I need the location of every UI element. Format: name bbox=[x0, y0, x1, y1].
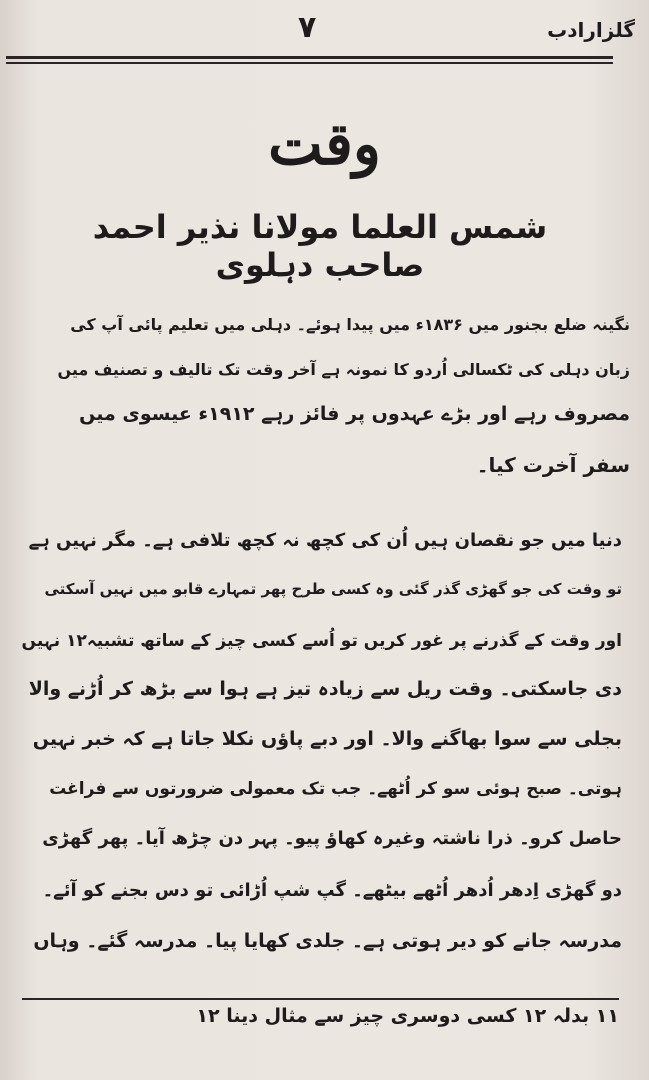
body-line: دو گھڑی اِدھر اُدھر اُٹھے بیٹھے۔ گپ شپ اُڑائی تو دس بجنے کو آئے۔ bbox=[42, 880, 622, 901]
bio-line: مصروف رہے اور بڑے عہدوں پر فائز رہے ۱۹۱۲ء عیسوی میں bbox=[79, 403, 630, 425]
body-line: ہوتی۔ صبح ہوئی سو کر اُٹھے۔ جب تک معمولی ضرورتوں سے فراغت bbox=[49, 779, 622, 799]
header-rule-thick bbox=[6, 56, 613, 59]
body-line: اور وقت کے گذرنے پر غور کریں تو اُسے کسی چیز کے ساتھ تشبیہ۱۲ نہیں bbox=[21, 631, 622, 651]
page-number: ۷ bbox=[298, 10, 317, 45]
footnote-rule bbox=[22, 998, 619, 1000]
body-line: تو وقت کی جو گھڑی گذر گئی وہ کسی طرح پھر تمہارے قابو میں نہیں آسکتی bbox=[44, 580, 622, 598]
footnote: ۱۱ بدلہ ۱۲ کسی دوسری چیز سے مثال دینا ۱۲ bbox=[196, 1005, 619, 1027]
bio-line: زبان دہلی کی ٹکسالی اُردو کا نمونہ ہے آخر وقت تک تالیف و تصنیف میں bbox=[57, 360, 630, 379]
body-line: بجلی سے سوا بھاگنے والا۔ اور دبے پاؤں نکلا جاتا ہے کہ خبر نہیں bbox=[32, 728, 622, 750]
article-title: وقت bbox=[268, 110, 381, 178]
header-rule-thin bbox=[6, 62, 613, 64]
body-line: مدرسہ جانے کو دیر ہوتی ہے۔ جلدی کھایا پیا۔ مدرسہ گئے۔ وہاں bbox=[33, 930, 622, 952]
page-header bbox=[0, 0, 649, 60]
body-line: دی جاسکتی۔ وقت ریل سے زیادہ تیز ہے ہوا سے بڑھ کر اُڑنے والا bbox=[28, 678, 622, 700]
bio-line: نگینہ ضلع بجنور میں ۱۸۳۶ء میں پیدا ہوئے۔ دہلی میں تعلیم پائی آپ کی bbox=[70, 315, 630, 334]
body-line: دنیا میں جو نقصان ہیں اُن کی کچھ نہ کچھ تلافی ہے۔ مگر نہیں ہے bbox=[28, 530, 622, 551]
author-line: شمس العلما مولانا نذیر احمد صاحب دہلوی bbox=[92, 208, 548, 284]
journal-name: گلزارادب bbox=[547, 18, 635, 42]
bio-line: سفر آخرت کیا۔ bbox=[476, 453, 630, 477]
body-line: حاصل کرو۔ ذرا ناشتہ وغیرہ کھاؤ پیو۔ پہر دن چڑھ آیا۔ پھر گھڑی bbox=[42, 828, 622, 849]
